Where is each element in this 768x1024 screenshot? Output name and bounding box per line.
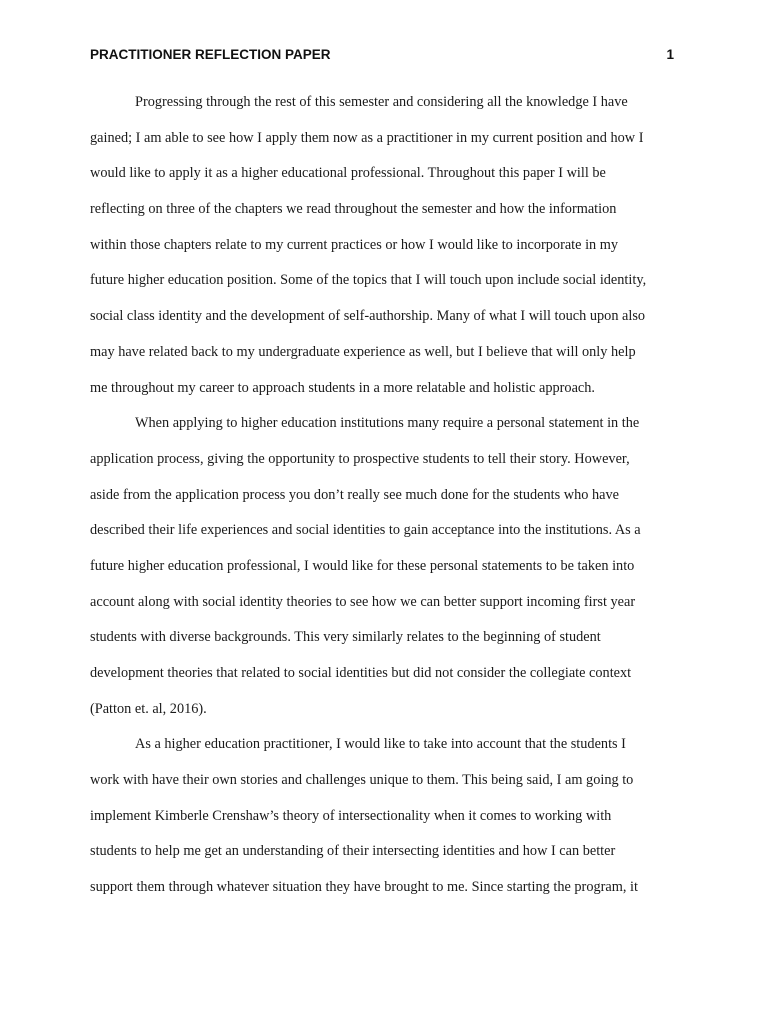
text-line: Progressing through the rest of this semester and considering all the knowledge I have bbox=[135, 94, 628, 110]
text-line: me throughout my career to approach students in a more relatable and holistic approach. bbox=[90, 379, 595, 396]
text-line: students with diverse backgrounds. This very similarly relates to the beginning of student bbox=[90, 629, 601, 646]
text-line: gained; I am able to see how I apply them now as a practitioner in my current position and how I bbox=[90, 129, 644, 146]
text-line: When applying to higher education institutions many require a personal statement in the bbox=[135, 415, 640, 432]
body-text bbox=[90, 89, 690, 910]
text-line: development theories that related to social identities but did not consider the collegiate context bbox=[90, 665, 632, 681]
text-line: reflecting on three of the chapters we read throughout the semester and how the information bbox=[90, 201, 617, 218]
text-line: account along with social identity theories to see how we can better support incoming first year bbox=[90, 593, 636, 610]
text-line: social class identity and the development of self-authorship. Many of what I will touch upon also bbox=[90, 308, 646, 325]
page-header bbox=[90, 44, 674, 64]
text-line: would like to apply it as a higher educational professional. Throughout this paper I will be bbox=[90, 165, 606, 182]
text-line: (Patton et. al, 2016). bbox=[90, 700, 207, 717]
text-line: may have related back to my undergraduate experience as well, but I believe that will only help bbox=[90, 343, 636, 360]
running-head: PRACTITIONER REFLECTION PAPER bbox=[90, 46, 331, 62]
text-line: implement Kimberle Crenshaw’s theory of intersectionality when it comes to working with bbox=[90, 807, 612, 824]
text-line: support them through whatever situation they have brought to me. Since starting the program, it bbox=[90, 879, 638, 896]
text-line: future higher education position. Some of the topics that I will touch upon include social identity, bbox=[90, 272, 647, 289]
text-line: students to help me get an understanding of their intersecting identities and how I can better bbox=[90, 843, 616, 860]
page-number: 1 bbox=[666, 46, 674, 62]
text-line: within those chapters relate to my current practices or how I would like to incorporate in my bbox=[90, 236, 619, 253]
text-line: aside from the application process you don’t really see much done for the students who have bbox=[90, 486, 619, 503]
text-line: described their life experiences and social identities to gain acceptance into the institutions. As a bbox=[90, 522, 641, 539]
text-line: application process, giving the opportunity to prospective students to tell their story. However, bbox=[90, 450, 630, 467]
text-line: work with have their own stories and challenges unique to them. This being said, I am going to bbox=[90, 772, 634, 789]
text-line: As a higher education practitioner, I would like to take into account that the students I bbox=[135, 736, 626, 753]
text-line: future higher education professional, I would like for these personal statements to be taken into bbox=[90, 557, 635, 574]
